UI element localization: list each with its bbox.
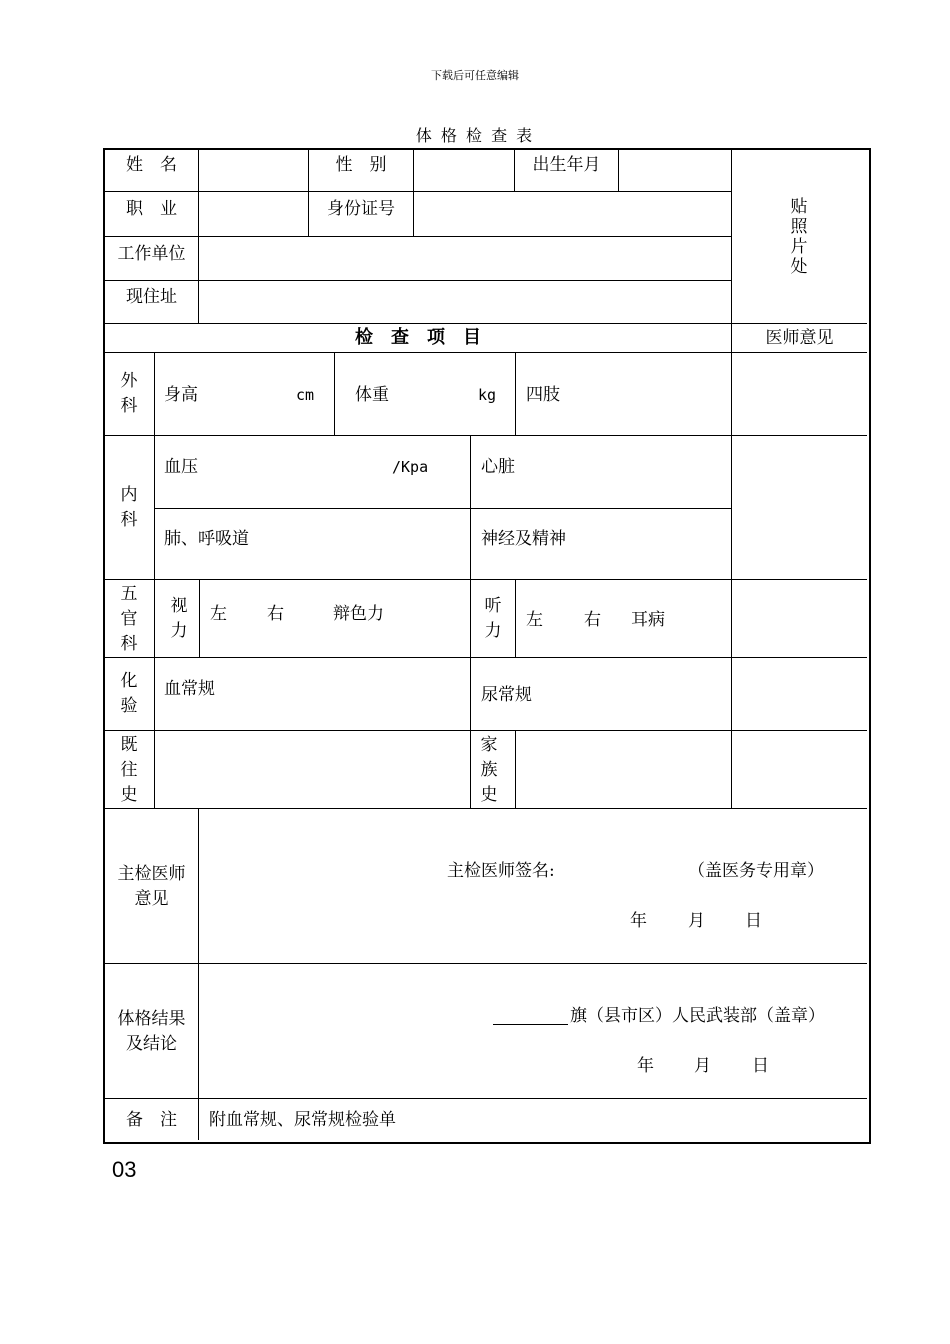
id-label: 身份证号 [327, 199, 395, 219]
remarks-label: 备 注 [126, 1110, 177, 1130]
nerve-label: 神经及精神 [481, 529, 566, 549]
lab-label: 化 验 [120, 671, 138, 716]
header-note: 下载后可任意编辑 [431, 69, 519, 82]
family-history-field[interactable] [516, 731, 731, 808]
hearing-right-label: 右 [584, 610, 601, 630]
heart-label: 心脏 [481, 457, 515, 477]
remarks-value: 附血常规、尿常规检验单 [209, 1110, 396, 1130]
result-month: 月 [694, 1056, 711, 1076]
past-history-field[interactable] [155, 731, 470, 808]
hearing-left-label: 左 [526, 610, 543, 630]
items-header: 检 查 项 目 [355, 327, 481, 348]
address-field[interactable] [199, 281, 731, 323]
vision-label: 视 力 [170, 596, 188, 641]
height-unit: cm [296, 386, 315, 404]
photo-area-label: 贴 照 片 处 [790, 197, 808, 277]
chief-day: 日 [745, 911, 762, 931]
gender-field[interactable] [414, 151, 514, 191]
weight-unit: kg [478, 386, 497, 404]
chief-month: 月 [688, 911, 705, 931]
job-field[interactable] [199, 192, 308, 236]
hearing-label: 听 力 [484, 596, 502, 641]
vision-right-label: 右 [267, 604, 284, 624]
chief-sign-label: 主检医师签名: [447, 861, 555, 881]
page-number: 03 [112, 1157, 137, 1182]
ear-disease-label: 耳病 [631, 610, 665, 630]
lung-label: 肺、呼吸道 [164, 529, 249, 549]
county-blank-line [493, 1024, 568, 1025]
medical-seal-label: （盖医务专用章） [688, 861, 824, 881]
ent-label: 五 官 科 [120, 584, 138, 654]
blood-test-label: 血常规 [164, 679, 215, 699]
chief-year: 年 [630, 911, 647, 931]
birth-label: 出生年月 [532, 155, 601, 175]
bp-label: 血压 [164, 457, 198, 477]
surgery-label: 外 科 [120, 371, 138, 416]
workplace-label: 工作单位 [117, 244, 186, 264]
armed-dept-label: 旗（县市区）人民武装部（盖章） [570, 1006, 825, 1026]
doctor-opinion-header: 医师意见 [765, 328, 834, 348]
urine-test-label: 尿常规 [481, 685, 532, 705]
id-field[interactable] [414, 192, 731, 236]
chief-opinion-label: 主检医师 意见 [117, 864, 186, 909]
form-title: 体 格 检 查 表 [415, 126, 535, 145]
weight-label: 体重 [355, 385, 389, 405]
workplace-field[interactable] [199, 237, 731, 280]
name-label: 姓 名 [126, 155, 177, 175]
gender-label: 性 别 [335, 155, 387, 175]
name-field[interactable] [199, 151, 308, 191]
vision-left-label: 左 [210, 604, 227, 624]
bp-unit: /Kpa [392, 458, 429, 476]
past-history-label: 既 往 史 [120, 735, 138, 805]
color-vision-label: 辩色力 [333, 604, 384, 624]
result-label: 体格结果 及结论 [117, 1009, 186, 1054]
result-day: 日 [752, 1056, 769, 1076]
height-label: 身高 [164, 385, 198, 405]
job-label: 职 业 [126, 199, 177, 219]
birth-field[interactable] [619, 151, 731, 191]
limbs-label: 四肢 [526, 385, 560, 405]
internal-label: 内 科 [120, 485, 138, 530]
address-label: 现住址 [126, 287, 177, 307]
family-history-label: 家 族 史 [480, 735, 498, 805]
result-year: 年 [637, 1056, 654, 1076]
